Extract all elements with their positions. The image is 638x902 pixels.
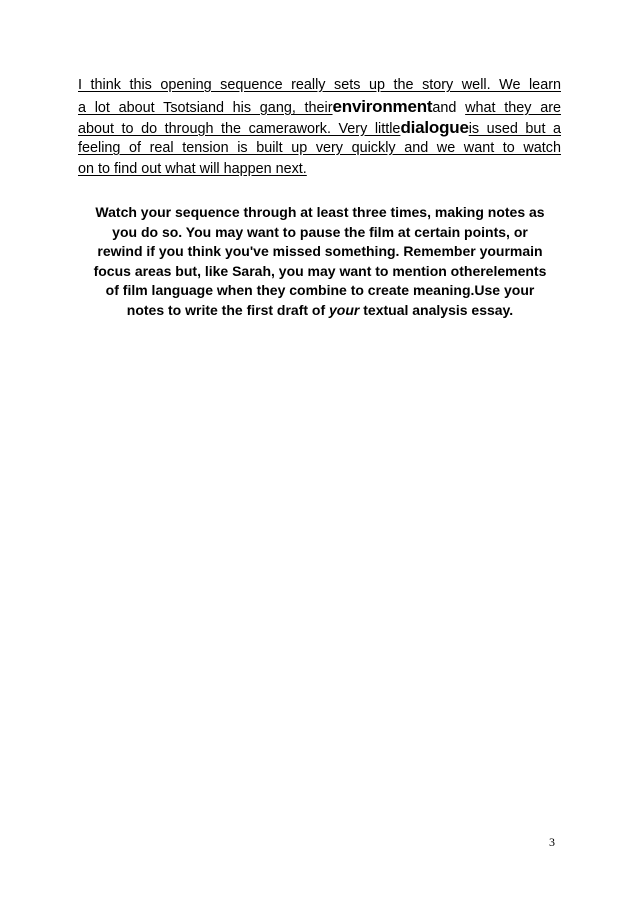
page-number: 3 xyxy=(549,835,555,849)
text-run: what they are xyxy=(465,100,561,116)
sample-answer-paragraph xyxy=(78,75,561,180)
keyword-environment: environment xyxy=(332,97,433,116)
text-run: textual analysis essay. xyxy=(359,301,514,318)
text-run: and xyxy=(432,100,457,116)
instruction-line: Watch your sequence through at least three times, making notes as xyxy=(95,204,545,220)
paragraph-line xyxy=(78,96,561,117)
instruction-paragraph xyxy=(72,203,568,320)
keyword-dialogue: dialogue xyxy=(400,118,469,137)
paragraph-line: I think this opening sequence really sets up the story well. We learn xyxy=(78,77,561,93)
text-run: notes to write the first draft of xyxy=(126,301,330,318)
instruction-line xyxy=(72,301,568,321)
instruction-line: you do so. You may want to pause the film at certain points, or xyxy=(112,223,528,240)
paragraph-line: on to find out what will happen next. xyxy=(78,161,307,177)
text-run: is used but a xyxy=(468,121,561,137)
instruction-line: rewind if you think you've missed something. Remember yourmain xyxy=(97,243,543,259)
emphasis-your: your xyxy=(329,301,360,318)
instruction-line: focus areas but, like Sarah, you may want to mention otherelements xyxy=(93,262,547,279)
paragraph-line: feeling of real tension is built up very quickly and we want to watch xyxy=(78,140,561,156)
text-run: about to do through the camerawork. Very little xyxy=(78,121,401,137)
instruction-line: of film language when they combine to create meaning.Use your xyxy=(105,282,535,298)
text-run: a lot about Tsotsiand his gang, their xyxy=(78,100,333,116)
paragraph-line xyxy=(78,117,561,138)
